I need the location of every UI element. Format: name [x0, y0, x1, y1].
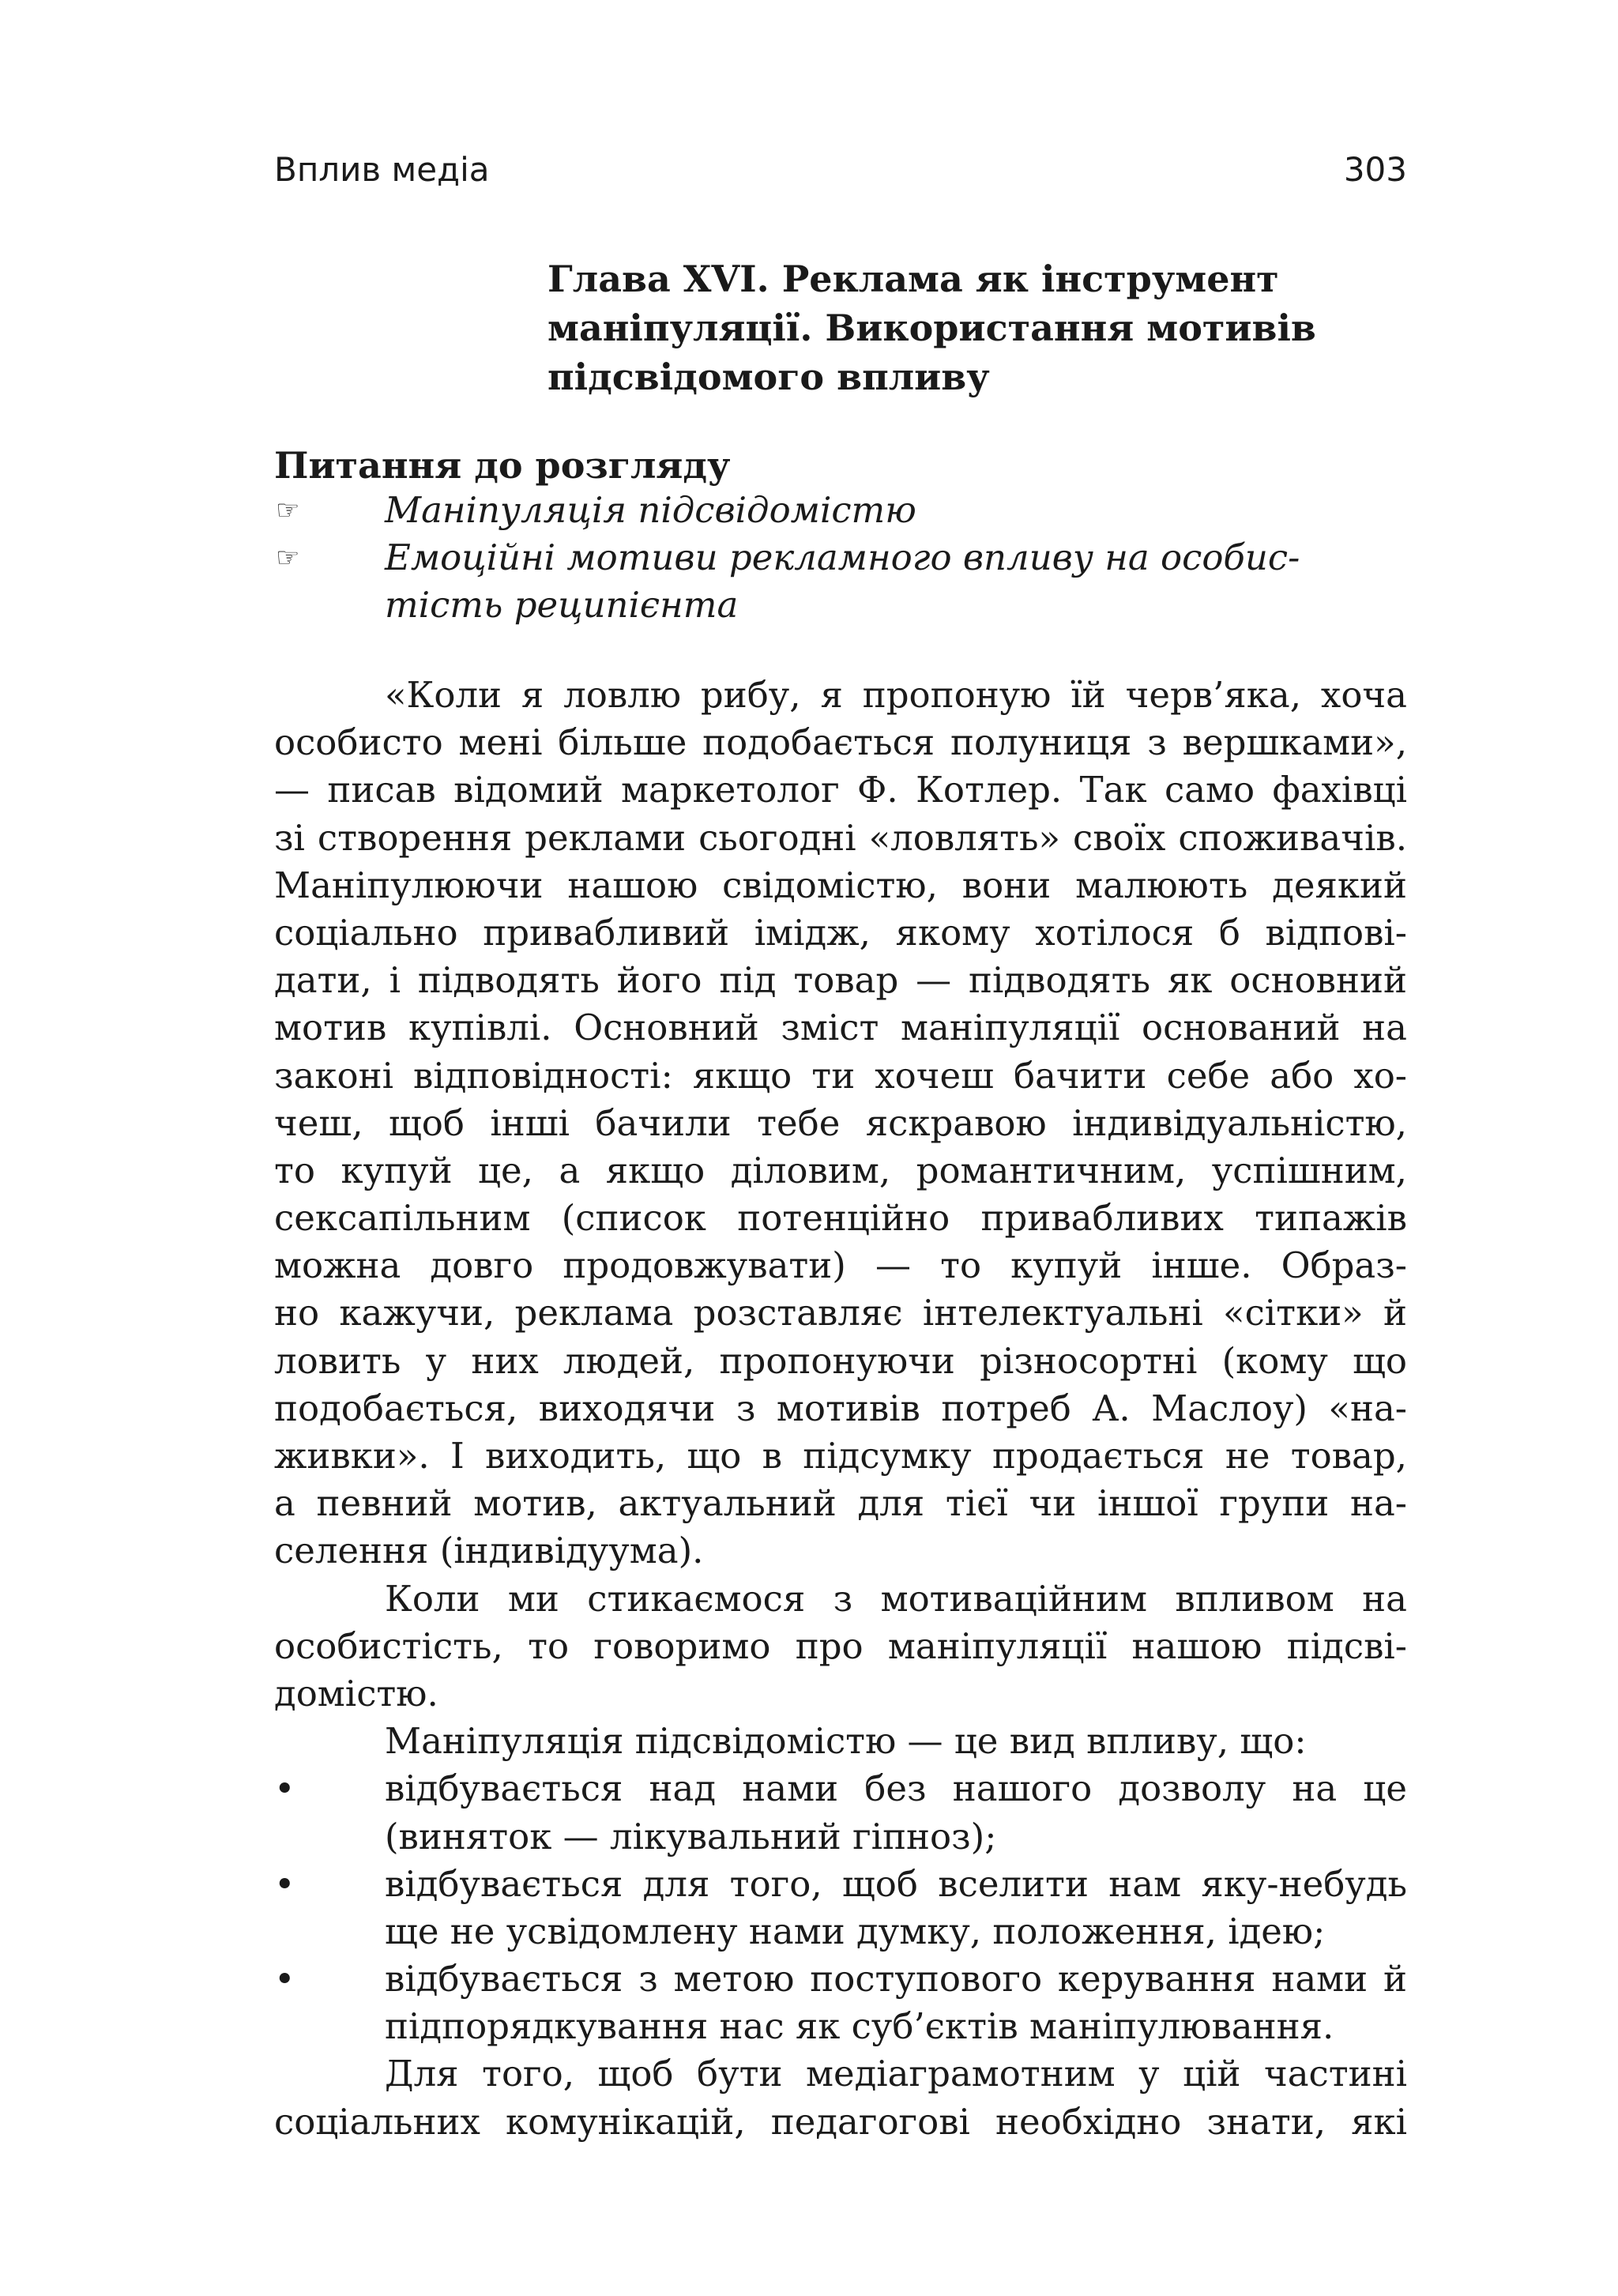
running-header [274, 145, 1407, 195]
question-text: тість реципієнта [385, 584, 739, 626]
text-line: ловить у них людей, пропонуючи різносортні (кому що [274, 1339, 1407, 1382]
bullet-symbol: • [274, 1862, 295, 1905]
text-line: ще не усвідомлену нами думку, положення, ідею; [385, 1910, 1326, 1952]
question-text: Емоційні мотиви рекламного впливу на особис- [385, 536, 1300, 578]
body-text [274, 672, 1407, 2146]
text-line: законі відповідності: якщо ти хочеш бачити себе або хо- [274, 1054, 1407, 1097]
text-line: можна довго продовжувати) — то купуй інше. Образ- [274, 1244, 1407, 1287]
text-line: (виняток — лікувальний гіпноз); [385, 1815, 997, 1858]
text-line: живки». І виходить, що в підсумку продається не товар, [274, 1435, 1407, 1477]
bullet-symbol: • [274, 1958, 295, 2001]
text-line: то купуй це, а якщо діловим, романтичним, успішним, [274, 1149, 1407, 1191]
text-line: Маніпулюючи нашою свідомістю, вони малюють деякий [274, 864, 1407, 906]
text-line: чеш, щоб інші бачили тебе яскравою індивідуальністю, [274, 1101, 1407, 1144]
text-line: підпорядкування нас як суб’єктів маніпулювання. [385, 2005, 1334, 2048]
bullet-item [274, 1765, 1407, 1860]
text-line: соціальних комунікацій, педагогові необхідно знати, які [274, 2100, 1407, 2143]
text-line: зі створення реклами сьогодні «ловлять» своїх споживачів. [274, 816, 1407, 859]
text-line: особистість, то говоримо про маніпуляції нашою підсві- [274, 1624, 1407, 1667]
text-line: селення (індивідуума). [274, 1530, 704, 1572]
question-item [274, 487, 1407, 534]
text-line: відбувається з метою поступового керування нами й [385, 1958, 1407, 2001]
text-line: особисто мені більше подобається полуниця з вершками», [274, 721, 1407, 764]
bullet-item [274, 1861, 1407, 1955]
bullet-symbol: • [274, 1767, 295, 1810]
bullet-item [274, 1955, 1407, 2050]
running-title: Вплив медіа [274, 150, 490, 189]
text-line: домістю. [274, 1672, 438, 1714]
text-line: відбувається над нами без нашого дозволу на це [385, 1767, 1407, 1810]
question-item [274, 534, 1407, 629]
questions-list [274, 487, 1407, 629]
text-line: відбувається для того, щоб вселити нам яку-небудь [385, 1862, 1407, 1905]
text-line: «Коли я ловлю рибу, я пропоную їй черв’яка, хоча [385, 674, 1407, 716]
questions-heading: Питання до розгляду [274, 444, 731, 487]
chapter-title-line: маніпуляції. Використання мотивів [547, 307, 1316, 349]
text-line: сексапільним (список потенційно привабливих типажів [274, 1197, 1407, 1240]
text-line: дати, і підводять його під товар — підводять як основний [274, 959, 1407, 1002]
text-line: Для того, щоб бути медіаграмотним у цій частині [385, 2053, 1407, 2095]
chapter-title [547, 254, 1409, 401]
pointing-hand-icon: ☞ [276, 542, 300, 574]
page-number: 303 [1343, 150, 1407, 189]
text-line: подобається, виходячи з мотивів потреб А. Маслоу) «на- [274, 1387, 1407, 1429]
text-line: — писав відомий маркетолог Ф. Котлер. Так само фахівці [274, 769, 1407, 811]
text-line: Маніпуляція підсвідомістю — це вид впливу, що: [385, 1720, 1307, 1763]
question-text: Маніпуляція підсвідомістю [385, 489, 916, 531]
text-line: но кажучи, реклама розставляє інтелектуальні «сітки» й [274, 1292, 1407, 1334]
chapter-title-line: Глава XVI. Реклама як інструмент [547, 258, 1279, 300]
chapter-title-line: підсвідомого впливу [547, 356, 990, 398]
text-line: Коли ми стикаємося з мотиваційним впливом на [385, 1577, 1407, 1620]
text-line: а певний мотив, актуальний для тієї чи іншої групи на- [274, 1482, 1407, 1525]
text-line: мотив купівлі. Основний зміст маніпуляції оснований на [274, 1007, 1407, 1049]
pointing-hand-icon: ☞ [276, 495, 300, 526]
text-line: соціально привабливий імідж, якому хотілося б відпові- [274, 911, 1407, 954]
